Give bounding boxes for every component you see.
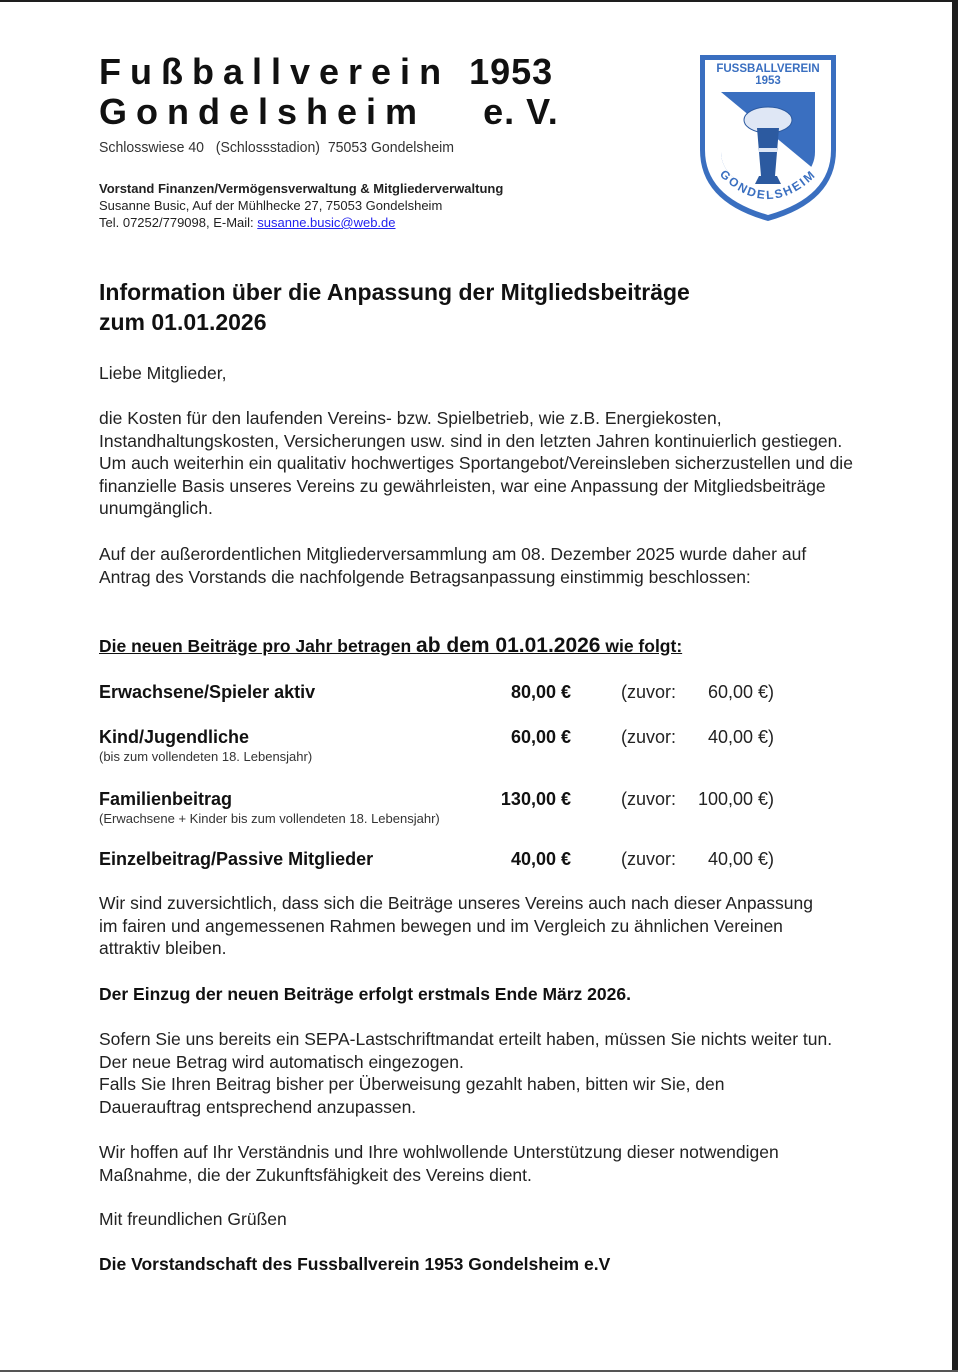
paragraph-assembly: Auf der außerordentlichen Mitgliederversammlung am 08. Dezember 2025 wurde daher auf Antrag des Vorstands die nachfolgende Betragsanpassung einstimmig beschlossen: (99, 544, 807, 587)
contact-role: Vorstand Finanzen/Vermögensverwaltung & Mitgliederverwaltung (99, 181, 504, 196)
window-right-edge (952, 0, 958, 1372)
crest-year: 1953 (755, 75, 781, 87)
paragraph-confidence: Wir sind zuversichtlich, dass sich die Beiträge unseres Vereins auch nach dieser Anpassung im fairen und angemessenen Rahmen bewegen und im Vergleich zu ähnlichen Vereinen attraktiv bleiben. (99, 893, 813, 958)
club-name-line2: Gondelsheim e. V. (99, 91, 559, 132)
salutation: Liebe Mitglieder, (99, 363, 227, 383)
closing: Mit freundlichen Grüßen (99, 1209, 287, 1229)
paragraph-sepa: Sofern Sie uns bereits ein SEPA-Lastschriftmandat erteilt haben, müssen Sie nichts weiter tun. Der neue Betrag wird automatisch eingezogen. Falls Sie Ihren Beitrag bisher per Überweisung gezahlt haben, bitten wir Sie, den Dauerauftrag entsprechend anzupassen. (99, 1029, 833, 1117)
club-crest-logo (697, 52, 839, 224)
club-name-line1: Fußballverein 1953 (99, 51, 554, 92)
fees-heading: Die neuen Beiträge pro Jahr betragen ab dem 01.01.2026 wie folgt: (99, 634, 683, 657)
letter-heading: Information über die Anpassung der Mitgliedsbeiträge zum 01.01.2026 (99, 279, 690, 335)
crest-arc-text: GONDELSHEIM (717, 166, 819, 203)
fee-row-passive: Einzelbeitrag/Passive Mitglieder 40,00 € (zuvor: 40,00 €) (99, 849, 774, 869)
fee-row-family: Familienbeitrag (Erwachsene + Kinder bis zum vollendeten 18. Lebensjahr) 130,00 € (zuvor: 100,00 €) (99, 789, 774, 826)
contact-address: Susanne Busic, Auf der Mühlhecke 27, 75053 Gondelsheim (99, 198, 443, 213)
paragraph-understanding: Wir hoffen auf Ihr Verständnis und Ihre wohlwollende Unterstützung dieser notwendigen Maßnahme, die der Zukunftsfähigkeit des Vereins dient. (99, 1142, 779, 1185)
fee-row-adult: Erwachsene/Spieler aktiv 80,00 € (zuvor: 60,00 €) (99, 682, 774, 702)
crest-top-text: FUSSBALLVEREIN (716, 63, 820, 75)
collection-notice: Der Einzug der neuen Beiträge erfolgt erstmals Ende März 2026. (99, 984, 631, 1004)
club-name (99, 52, 559, 132)
signature: Die Vorstandschaft des Fussballverein 1953 Gondelsheim e.V (99, 1254, 611, 1274)
contact-block (99, 180, 503, 231)
fee-row-youth: Kind/Jugendliche (bis zum vollendeten 18. Lebensjahr) 60,00 € (zuvor: 40,00 €) (99, 727, 774, 764)
club-address: Schlosswiese 40 (Schlossstadion) 75053 Gondelsheim (99, 139, 455, 156)
contact-line: Tel. 07252/779098, E-Mail: susanne.busic@web.de (99, 215, 396, 230)
email-link[interactable]: susanne.busic@web.de (257, 215, 396, 230)
paragraph-costs: die Kosten für den laufenden Vereins- bzw. Spielbetrieb, wie z.B. Energiekosten, Instandhaltungskosten, Versicherungen usw. sind in den letzten Jahren kontinuierlich gestiegen. Um auch weiterhin ein qualitativ hochwertiges Sportangebot/Vereinsleben sicherzustellen und die finanzielle Basis unseres Vereins zu gewährleisten, war eine Anpassung der Mitgliedsbeiträge unumgänglich. (99, 408, 853, 518)
